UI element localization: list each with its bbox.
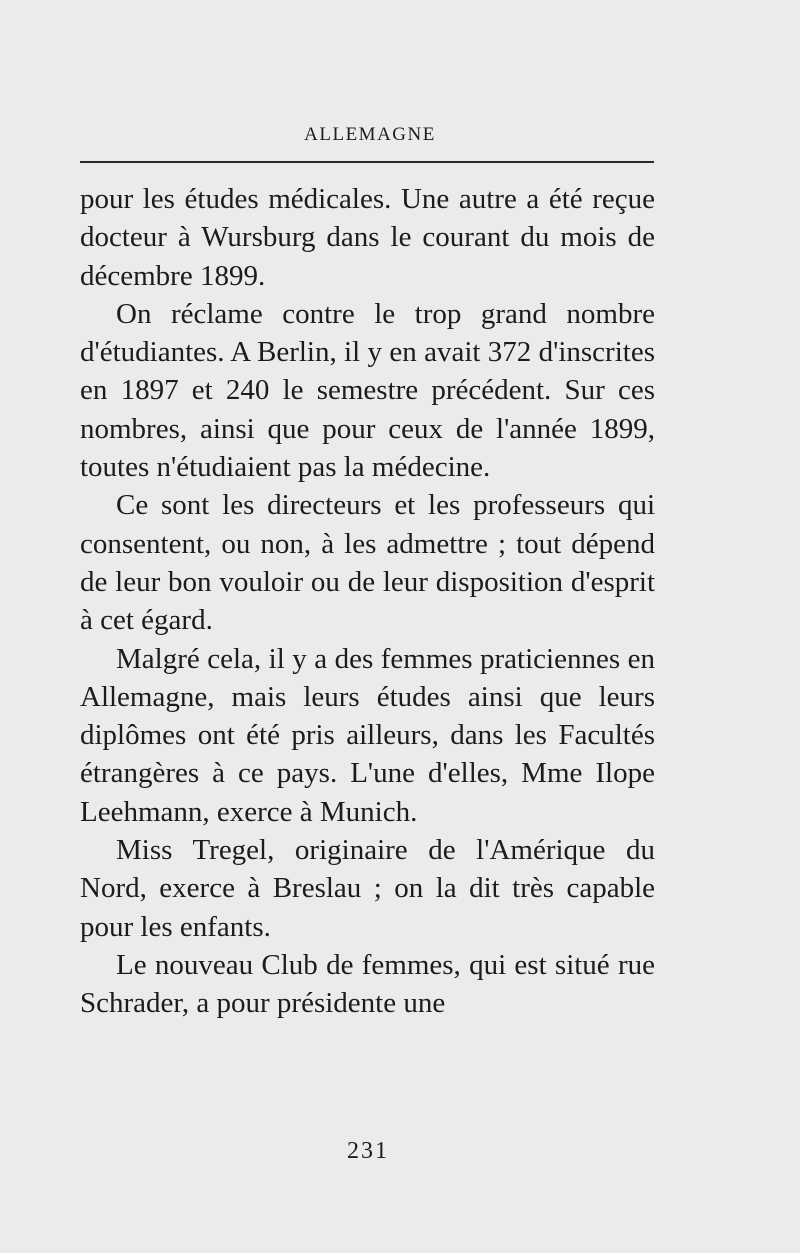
paragraph: On réclame contre le trop grand nombre d'étudiantes. A Berlin, il y en avait 372 d'inscrites en 1897 et 240 le semestre précédent. Sur ces nombres, ainsi que pour ceux de l'année 1899, toutes n'étudiaient pas la médecine. xyxy=(80,297,655,484)
paragraph: Miss Tregel, originaire de l'Amérique du Nord, exerce à Breslau ; on la dit très capable pour les enfants. xyxy=(80,834,655,943)
running-header: ALLEMAGNE xyxy=(304,124,436,145)
paragraph: pour les études médicales. Une autre a été reçue docteur à Wursburg dans le courant du mois de décembre 1899. xyxy=(80,183,655,292)
paragraph: Ce sont les directeurs et les professeurs qui consentent, ou non, à les admettre ; tout dépend de leur bon vouloir ou de leur disposition d'esprit à cet égard. xyxy=(80,489,655,637)
body-text xyxy=(80,180,655,1023)
paragraph: Le nouveau Club de femmes, qui est situé rue Schrader, a pour présidente une xyxy=(80,948,655,1020)
paragraph: Malgré cela, il y a des femmes praticiennes en Allemagne, mais leurs études ainsi que leurs diplômes ont été pris ailleurs, dans les Facultés étrangères à ce pays. L'une d'elles, Mme Ilope Leehmann, exerce à Munich. xyxy=(80,642,655,828)
page-number: 231 xyxy=(347,1138,389,1164)
header-rule xyxy=(80,161,654,163)
